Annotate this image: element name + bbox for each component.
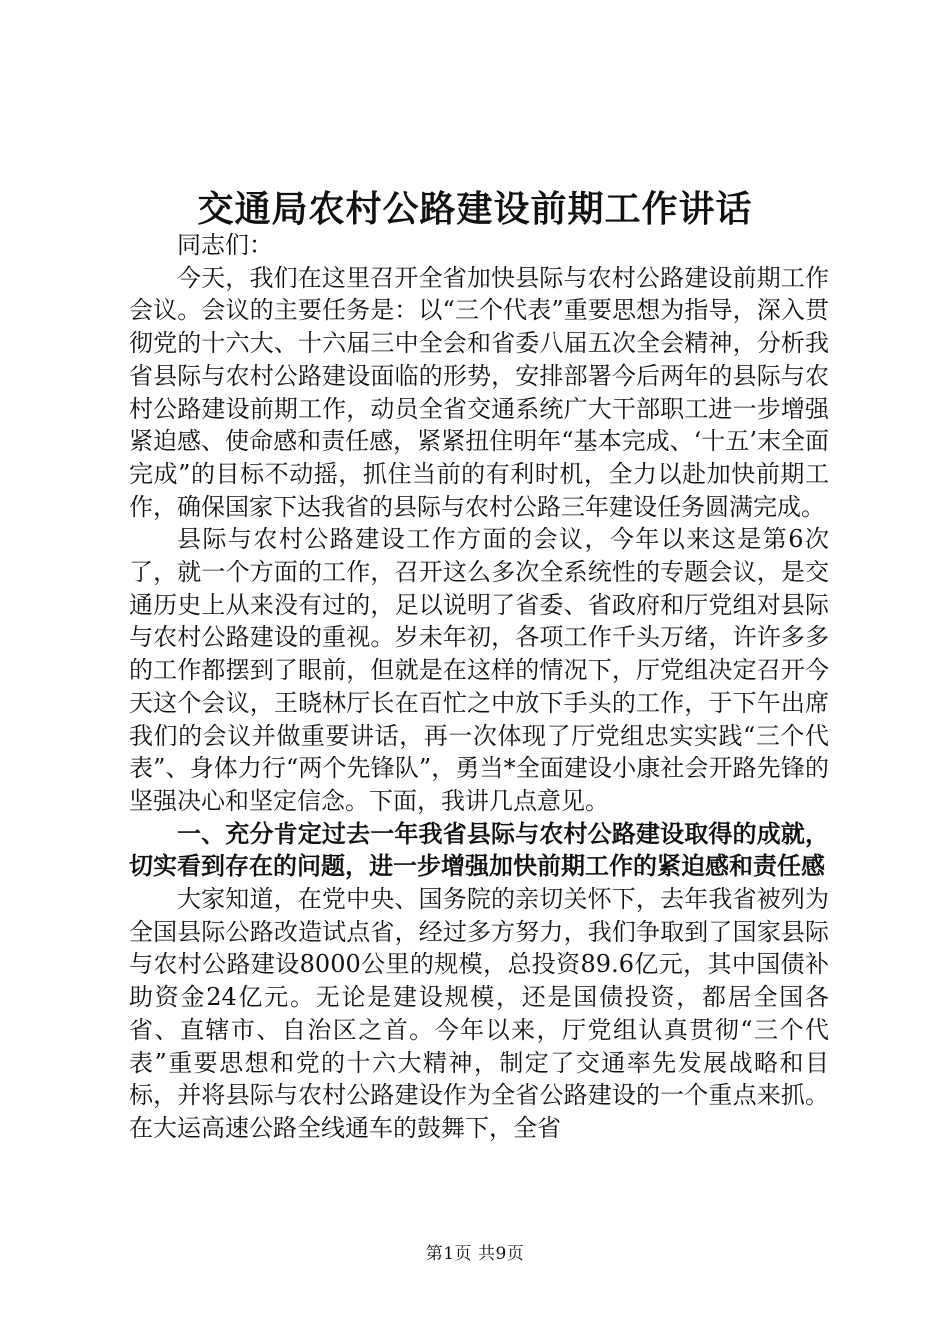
paragraph-3: 大家知道，在党中央、国务院的亲切关怀下，去年我省被列为全国县际公路改造试点省，经过多方努力，我们争取到了国家县际与农村公路建设8000公里的规模，总投资89.6亿元，其中国债补助资金24亿元。无论是建设规模，还是国债投资，都居全国各省、直辖市、自治区之首。今年以来，厅党组认真贯彻“三个代表”重要思想和党的十六大精神，制定了交通率先发展战略和目标，并将县际与农村公路建设作为全省公路建设的一个重点来抓。在大运高速公路全线通车的鼓舞下，全省: [129, 885, 829, 1142]
document-body: [129, 229, 829, 1145]
page-number-footer: 第1页 共9页: [425, 1244, 525, 1264]
document-title: 交通局农村公路建设前期工作讲话: [197, 188, 753, 230]
paragraph-2: 县际与农村公路建设工作方面的会议，今年以来这是第6次了，就一个方面的工作，召开这么多次全系统性的专题会议，是交通历史上从来没有过的，足以说明了省委、省政府和厅党组对县际与农村公路建设的重视。岁未年初，各项工作千头万绪，许许多多的工作都摆到了眼前，但就是在这样的情况下，厅党组决定召开今天这个会议，王晓林厅长在百忙之中放下手头的工作，于下午出席我们的会议并做重要讲话，再一次体现了厅党组忠实实践“三个代表”、身体力行“两个先锋队”，勇当*全面建设小康社会开路先锋的坚强决心和坚定信念。下面，我讲几点意见。: [129, 525, 829, 815]
paragraph-1: 今天，我们在这里召开全省加快县际与农村公路建设前期工作会议。会议的主要任务是：以“三个代表”重要思想为指导，深入贯彻党的十六大、十六届三中全会和省委八届五次全会精神，分析我省县际与农村公路建设面临的形势，安排部署今后两年的县际与农村公路建设前期工作，动员全省交通系统广大干部职工进一步增强紧迫感、使命感和责任感，紧紧扭住明年“基本完成、‘十五’末全面完成”的目标不动摇，抓住当前的有利时机，全力以赴加快前期工作，确保国家下达我省的县际与农村公路三年建设任务圆满完成。: [129, 263, 829, 521]
section-heading-1: 一、充分肯定过去一年我省县际与农村公路建设取得的成就，切实看到存在的问题，进一步增强加快前期工作的紧迫感和责任感: [129, 819, 829, 881]
salutation: 同志们：: [177, 231, 273, 259]
